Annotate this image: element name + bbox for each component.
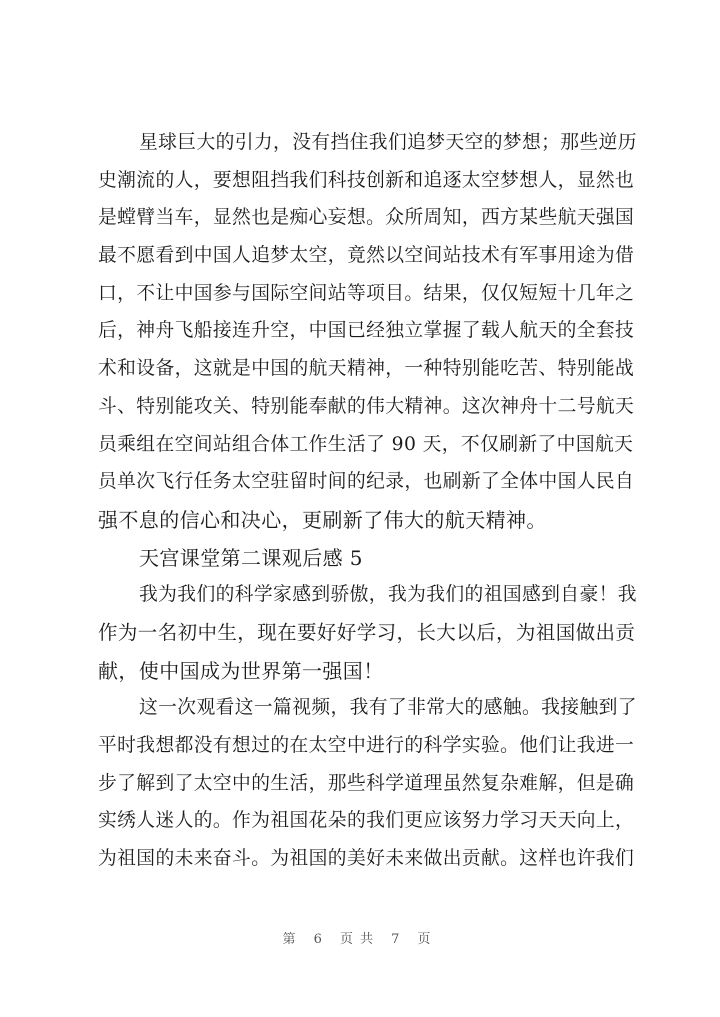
text-line: 员单次飞行任务太空驻留时间的纪录，也刷新了全体中国人民自 [98, 471, 635, 493]
text-line: 斗、特别能攻关、特别能奉献的伟大精神。这次神舟十二号航天 [98, 395, 635, 417]
text-line: 是螳臂当车，显然也是痴心妄想。众所周知，西方某些航天强国 [98, 207, 635, 229]
text-line: 实绣人迷人的。作为祖国花朵的我们更应该努力学习天天向上， [98, 810, 635, 832]
text-line: 为祖国的未来奋斗。为祖国的美好未来做出贡献。这样也许我们 [98, 848, 635, 870]
text-line: 平时我想都没有想过的在太空中进行的科学实验。他们让我进一 [98, 735, 635, 756]
text-line: 后，神舟飞船接连升空，中国已经独立掌握了载人航天的全套技 [98, 320, 635, 342]
text-line: 我为我们的科学家感到骄傲，我为我们的祖国感到自豪！我 [139, 584, 637, 606]
document-body [98, 128, 638, 882]
text-line: 最不愿看到中国人追梦太空，竟然以空间站技术有军事用途为借 [98, 245, 635, 267]
text-line: 步了解到了太空中的生活，那些科学道理虽然复杂难解，但是确 [98, 772, 635, 794]
text-line: 作为一名初中生，现在要好好学习，长大以后，为祖国做出贡 [98, 620, 636, 644]
text-line: 术和设备，这就是中国的航天精神，一种特别能吃苦、特别能战 [98, 358, 635, 380]
text-line: 史潮流的人，要想阻挡我们科技创新和追逐太空梦想人，显然也 [98, 169, 635, 191]
text-line: 天宫课堂第二课观后感 5 [139, 545, 363, 570]
page-footer: 第 6 页共 7 页 [282, 932, 438, 947]
text-line: 员乘组在空间站组合体工作生活了 90 天，不仅刷新了中国航天 [98, 433, 634, 455]
text-line: 这一次观看这一篇视频，我有了非常大的感触。我接触到了 [139, 697, 637, 719]
text-line: 星球巨大的引力，没有挡住我们追梦天空的梦想；那些逆历 [139, 132, 637, 153]
text-line: 口，不让中国参与国际空间站等项目。结果，仅仅短短十几年之 [98, 282, 635, 304]
text-line: 献，使中国成为世界第一强国！ [98, 658, 384, 683]
text-line: 强不息的信心和决心，更刷新了伟大的航天精神。 [98, 507, 547, 532]
